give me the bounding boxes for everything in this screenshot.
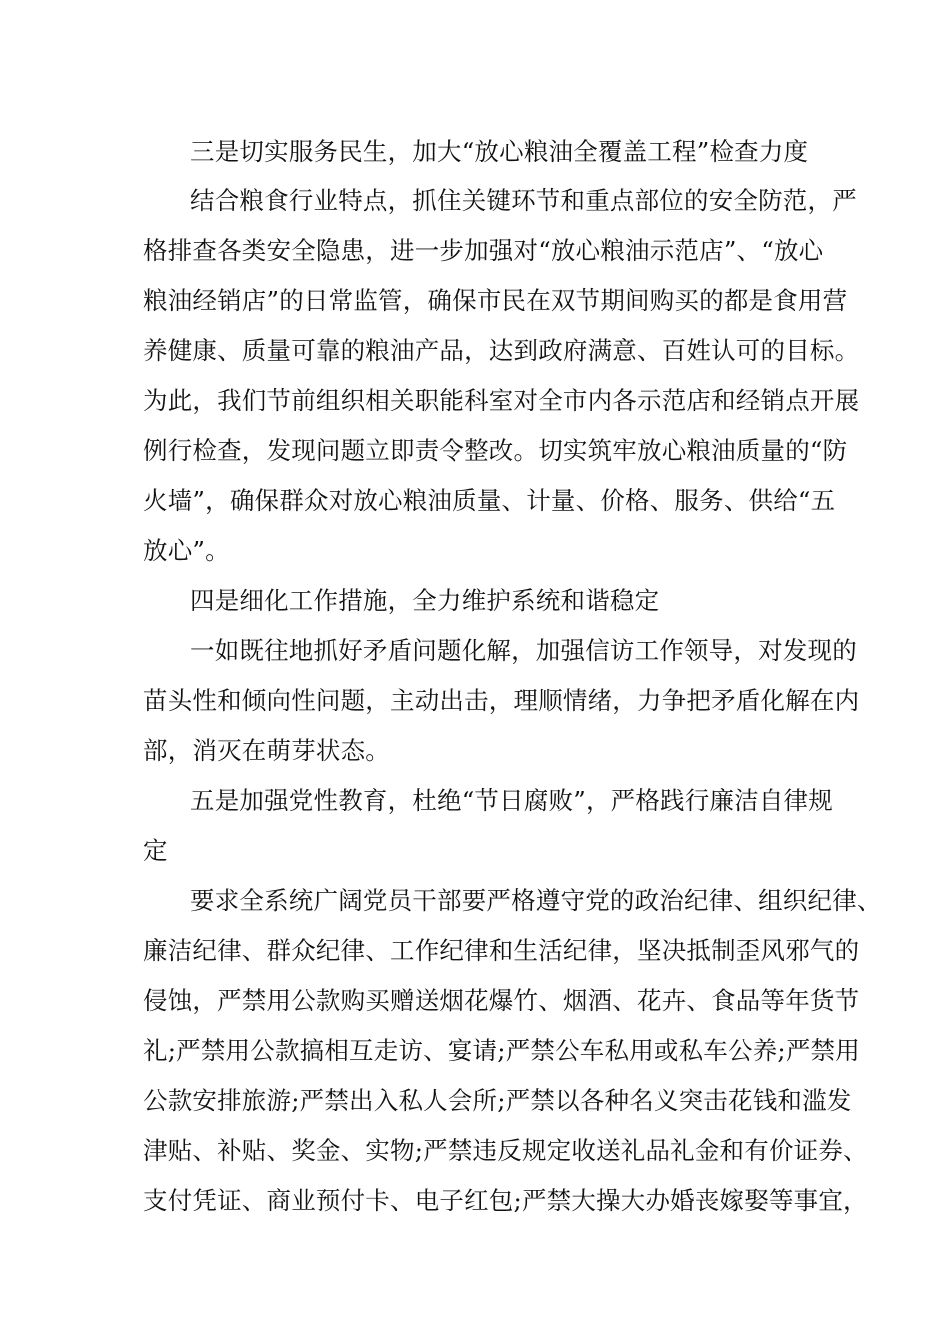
paragraph-line: 例行检查，发现问题立即责令整改。切实筑牢放心粮油质量的“防: [143, 436, 848, 465]
paragraph-line: 公款安排旅游;严禁出入私人会所;严禁以各种名义突击花钱和滥发: [143, 1086, 852, 1115]
paragraph-line: 格排查各类安全隐患，进一步加强对“放心粮油示范店”、“放心: [143, 236, 824, 265]
paragraph-line: 结合粮食行业特点，抓住关键环节和重点部位的安全防范，严: [190, 186, 857, 215]
heading-section-5: 五是加强党性教育，杜绝“节日腐败”，严格践行廉洁自律规: [190, 786, 833, 815]
paragraph-line: 苗头性和倾向性问题，主动出击，理顺情绪，力争把矛盾化解在内: [143, 686, 860, 715]
paragraph-line: 支付凭证、商业预付卡、电子红包;严禁大操大办婚丧嫁娶等事宜，: [143, 1186, 868, 1215]
paragraph-line: 侵蚀，严禁用公款购买赠送烟花爆竹、烟酒、花卉、食品等年货节: [143, 986, 860, 1015]
heading-section-4: 四是细化工作措施，全力维护系统和谐稳定: [190, 586, 660, 615]
paragraph-line: 廉洁纪律、群众纪律、工作纪律和生活纪律，坚决抵制歪风邪气的: [143, 936, 860, 965]
paragraph-line: 一如既往地抓好矛盾问题化解，加强信访工作领导，对发现的: [190, 636, 857, 665]
heading-section-5-continued: 定: [143, 836, 168, 865]
paragraph-line: 放心”。: [143, 536, 230, 565]
paragraph-line: 粮油经销店”的日常监管，确保市民在双节期间购买的都是食用营: [143, 286, 848, 315]
paragraph-line: 火墙”，确保群众对放心粮油质量、计量、价格、服务、供给“五: [143, 486, 836, 515]
paragraph-line: 礼;严禁用公款搞相互走访、宴请;严禁公车私用或私车公养;严禁用: [143, 1036, 860, 1065]
paragraph-line: 为此，我们节前组织相关职能科室对全市内各示范店和经销点开展: [143, 386, 860, 415]
paragraph-line: 部，消灭在萌芽状态。: [143, 736, 390, 765]
paragraph-line: 要求全系统广阔党员干部要严格遵守党的政治纪律、组织纪律、: [190, 886, 882, 915]
paragraph-line: 津贴、补贴、奖金、实物;严禁违反规定收送礼品礼金和有价证券、: [143, 1136, 868, 1165]
paragraph-line: 养健康、质量可靠的粮油产品，达到政府满意、百姓认可的目标。: [143, 336, 860, 365]
heading-section-3: 三是切实服务民生，加大“放心粮油全覆盖工程”检查力度: [190, 137, 809, 166]
